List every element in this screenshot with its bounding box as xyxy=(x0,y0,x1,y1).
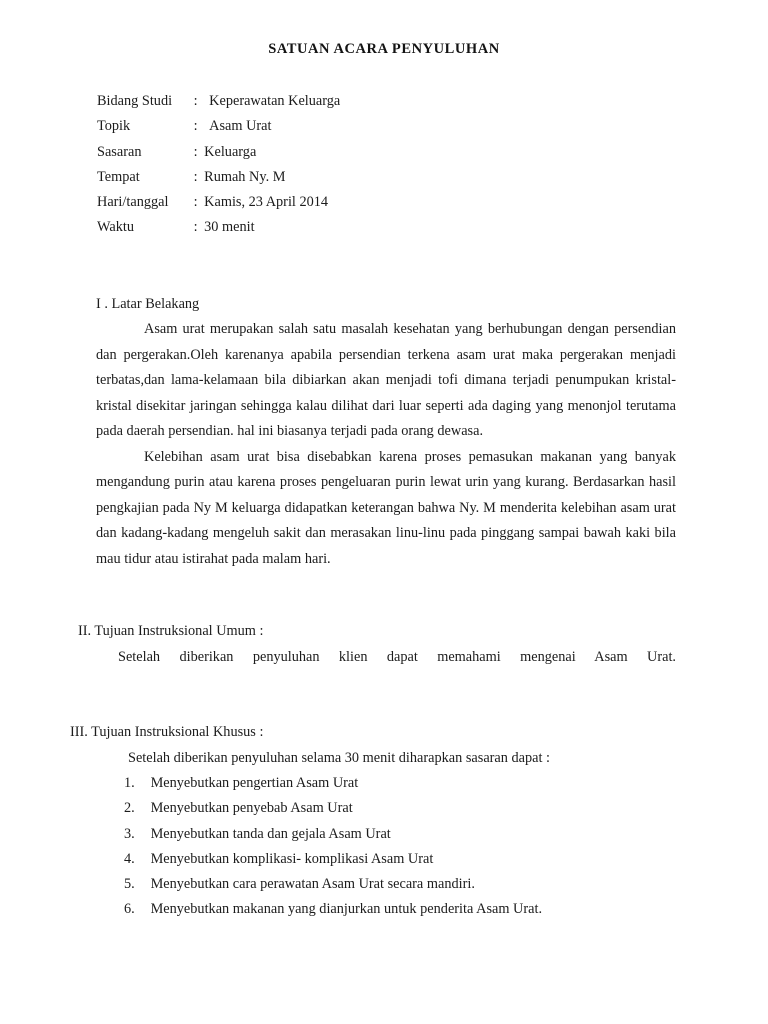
section-heading-tujuan-khusus: III. Tujuan Instruksional Khusus : xyxy=(70,724,264,740)
list-item-label: Menyebutkan cara perawatan Asam Urat secara mandiri. xyxy=(150,876,475,893)
section-heading-latar-belakang: I . Latar Belakang xyxy=(96,296,200,312)
metadata-label: Hari/tanggal xyxy=(97,194,169,211)
metadata-value: Keluarga xyxy=(204,143,257,160)
list-item-label: Menyebutkan makanan yang dianjurkan untuk penderita Asam Urat. xyxy=(150,901,543,918)
metadata-label: Tempat xyxy=(97,168,140,185)
metadata-row-waktu xyxy=(97,215,340,240)
metadata-block xyxy=(97,89,340,241)
list-item-marker: 3. xyxy=(124,825,135,842)
metadata-row-hari-tanggal xyxy=(97,190,340,215)
list-item-marker: 2. xyxy=(124,800,135,817)
metadata-separator: : xyxy=(193,143,198,160)
list-item xyxy=(124,872,542,897)
list-item xyxy=(124,847,542,872)
metadata-value: 30 menit xyxy=(204,219,255,236)
metadata-value: Kamis, 23 April 2014 xyxy=(204,194,329,211)
list-item xyxy=(124,897,542,922)
metadata-separator: : xyxy=(193,118,198,135)
metadata-label: Waktu xyxy=(97,219,134,236)
metadata-row-tempat xyxy=(97,165,340,190)
list-item-label: Menyebutkan tanda dan gejala Asam Urat xyxy=(150,825,391,842)
metadata-label: Sasaran xyxy=(97,143,142,160)
metadata-row-topik xyxy=(97,114,340,139)
paragraph-latar-belakang-1: Asam urat merupakan salah satu masalah kesehatan yang berhubungan dengan persendian dan pergerakan.Oleh karenanya apabila persendian terkena asam urat maka pergerakan menjadi terbatas,dan lama-kelamaan bila dibiarkan akan menjadi tofi dimana terjadi penumpukan kristal-kristal disekitar jaringan sehingga kalau dilihat dari luar seperti ada daging yang menonjol terutama pada daerah persendian. hal ini biasanya terjadi pada orang dewasa. xyxy=(96,321,676,439)
list-item-marker: 6. xyxy=(124,901,135,918)
metadata-value: Rumah Ny. M xyxy=(204,168,286,185)
metadata-separator: : xyxy=(193,194,198,211)
list-item-marker: 1. xyxy=(124,775,135,791)
list-item-label: Menyebutkan komplikasi- komplikasi Asam Urat xyxy=(150,850,434,867)
list-item xyxy=(124,771,542,796)
metadata-separator: : xyxy=(193,93,198,109)
metadata-label: Topik xyxy=(97,118,131,135)
metadata-separator: : xyxy=(193,168,198,185)
section-intro-tujuan-khusus: Setelah diberikan penyuluhan selama 30 menit diharapkan sasaran dapat : xyxy=(128,750,551,766)
metadata-row-bidang-studi xyxy=(97,89,340,114)
metadata-label: Bidang Studi xyxy=(97,93,173,109)
metadata-row-sasaran xyxy=(97,140,340,165)
page-title: SATUAN ACARA PENYULUHAN xyxy=(268,41,500,57)
section-body-tujuan-umum: Setelah diberikan penyuluhan klien dapat memahami mengenai Asam Urat. xyxy=(118,649,676,665)
list-item-marker: 5. xyxy=(124,876,135,893)
list-item xyxy=(124,822,542,847)
tujuan-khusus-list xyxy=(124,771,542,923)
paragraph-latar-belakang-2: Kelebihan asam urat bisa disebabkan karena proses pemasukan makanan yang banyak mengandung purin atau karena proses pengeluaran purin lewat urin yang kurang. Berdasarkan hasil pengkajian pada Ny M keluarga didapatkan keterangan bahwa Ny. M menderita kelebihan asam urat dan kadang-kadang mengeluh sakit dan merasakan linu-linu pada pinggang sampai bawah kaki bila mau tidur atau istirahat pada malam hari. xyxy=(96,448,676,567)
metadata-value: Keperawatan Keluarga xyxy=(209,93,341,109)
list-item xyxy=(124,796,542,821)
list-item-label: Menyebutkan pengertian Asam Urat xyxy=(150,775,359,791)
section-body-latar-belakang xyxy=(96,317,676,572)
list-item-marker: 4. xyxy=(124,850,135,867)
metadata-separator: : xyxy=(193,219,198,236)
section-heading-tujuan-umum: II. Tujuan Instruksional Umum : xyxy=(78,623,264,639)
metadata-value: Asam Urat xyxy=(209,118,272,135)
list-item-label: Menyebutkan penyebab Asam Urat xyxy=(150,800,353,817)
